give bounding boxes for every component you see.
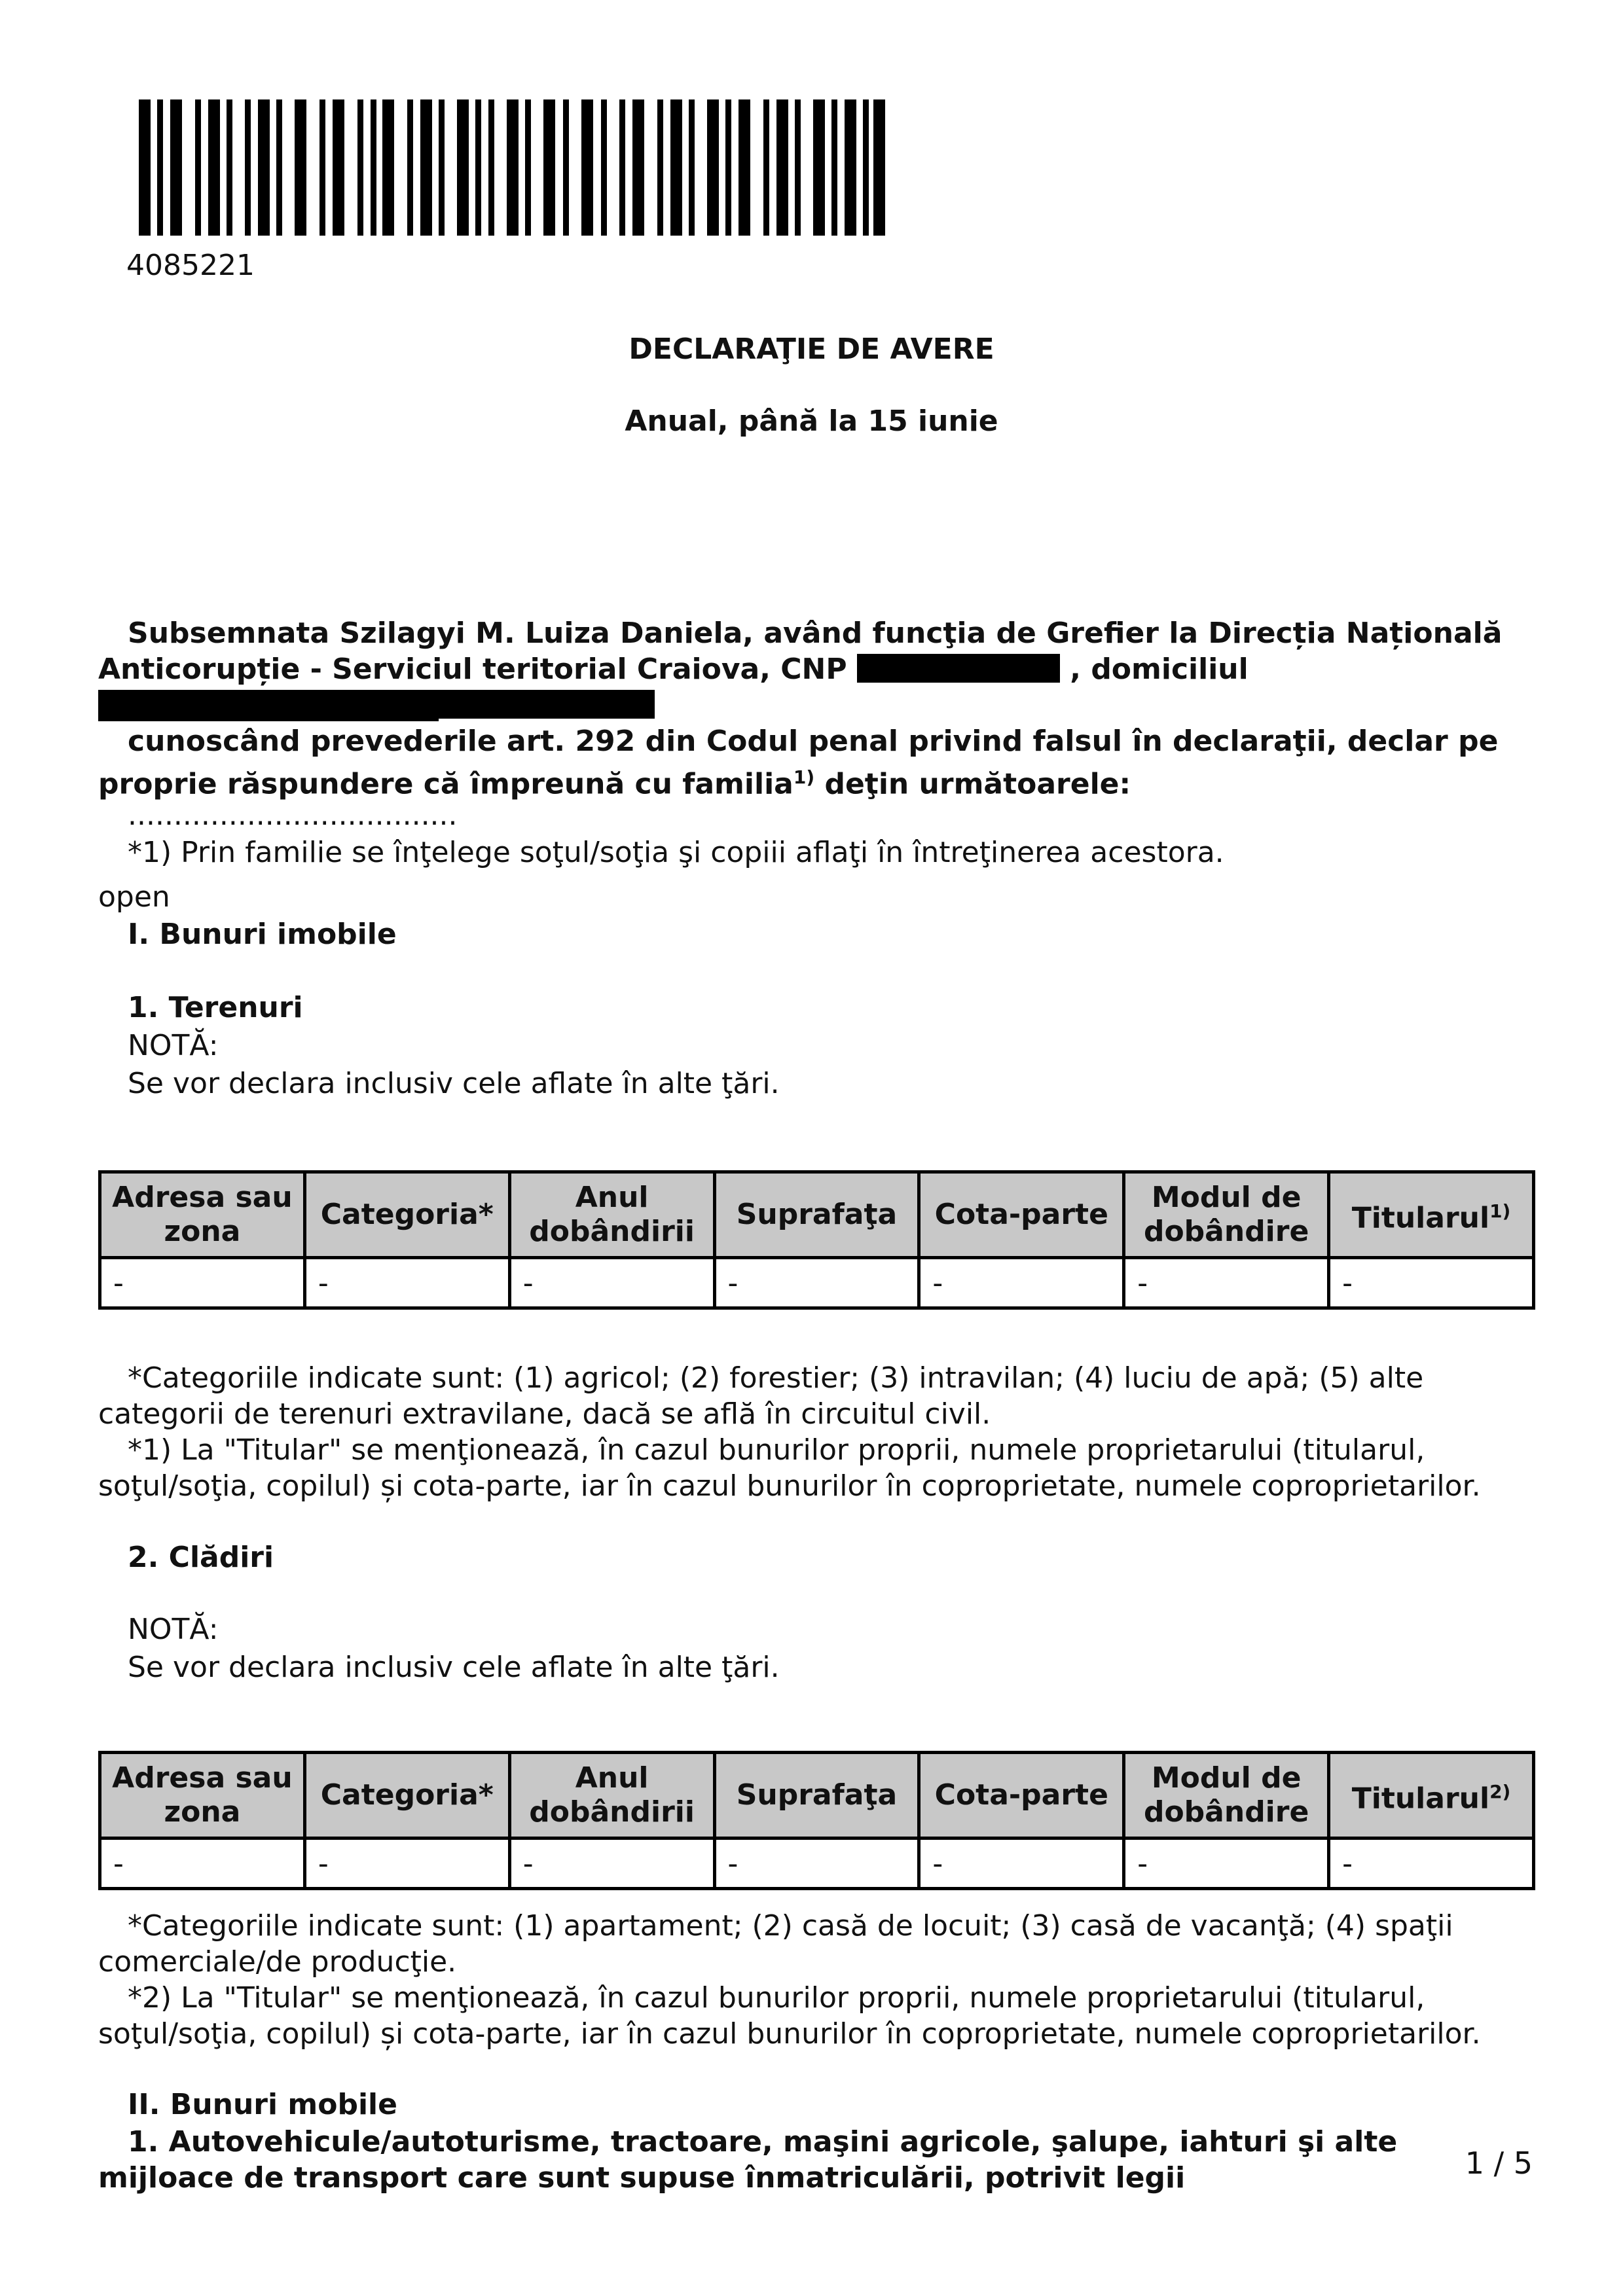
cladiri-table: [98, 1751, 1535, 1890]
column-header-titular: [1329, 1172, 1534, 1258]
titular-label: Titularul: [1351, 1782, 1490, 1816]
document-title: DECLARAŢIE DE AVERE: [629, 332, 994, 366]
column-header: Cota-parte: [919, 1172, 1124, 1258]
terenuri-table: [98, 1170, 1535, 1310]
table-cell: -: [1124, 1258, 1329, 1308]
table-cell: -: [1329, 1839, 1534, 1889]
column-header: Modul de dobândire: [1124, 1172, 1329, 1258]
cladiri-nota: NOTĂ:: [128, 1613, 219, 1646]
column-header-titular: [1329, 1753, 1534, 1839]
family-footnote: *1) Prin familie se înţelege soţul/soţia şi copiii aflaţi în întreţinerea acestora.: [128, 836, 1224, 869]
table-cell: -: [100, 1839, 305, 1889]
column-header: Cota-parte: [919, 1753, 1124, 1839]
open-label: open: [98, 880, 170, 914]
table-cell: -: [919, 1839, 1124, 1889]
column-header: Categoria*: [304, 1753, 509, 1839]
column-header: Suprafaţa: [714, 1753, 919, 1839]
table-cell: -: [1329, 1258, 1534, 1308]
cladiri-nota-text: Se vor declara inclusiv cele aflate în alte ţări.: [128, 1651, 780, 1684]
cladiri-titular-note: *2) La "Titular" se menţionează, în cazul bunurilor proprii, numele proprietarului (titularul, soţul/soţia, copilul) și cota-parte, iar în cazul bunurilor în coproprietate, numele coproprietarilor.: [98, 1981, 1481, 2051]
declaration-text-2: , domiciliul: [1070, 653, 1249, 686]
page-number: 1 / 5: [1465, 2145, 1533, 2181]
table-cell: -: [509, 1839, 714, 1889]
table-cell: -: [1124, 1839, 1329, 1889]
cladiri-categories-note: *Categoriile indicate sunt: (1) apartament; (2) casă de locuit; (3) casă de vacanţă; (4) spaţii comerciale/de producţie.: [98, 1909, 1453, 1979]
autovehicule-title: 1. Autovehicule/autoturisme, tractoare, maşini agricole, şalupe, iahturi şi alte mijloace de transport care sunt supuse înmatriculării, potrivit legii: [98, 2125, 1398, 2195]
table-cell: -: [714, 1839, 919, 1889]
titular-footnote-ref: 2): [1489, 1780, 1511, 1803]
titular-footnote-ref: 1): [1489, 1200, 1511, 1222]
terenuri-categories-note: *Categoriile indicate sunt: (1) agricol; (2) forestier; (3) intravilan; (4) luciu de apă; (5) alte categorii de terenuri extravilane, dacă se află în circuitul civil.: [98, 1361, 1424, 1431]
declaration-text-3: cunoscând prevederile art. 292 din Codul penal privind falsul în declaraţii, declar pe proprie răspundere că împreună cu familia: [98, 725, 1499, 801]
declaration-text-1: Subsemnata Szilagyi M. Luiza Daniela, având funcţia de Grefier la Direcția Națională Anticorupție - Serviciul teritorial Craiova, CNP: [98, 617, 1503, 686]
section-2-title: II. Bunuri mobile: [128, 2088, 397, 2121]
table-cell: -: [509, 1258, 714, 1308]
barcode-icon: [139, 99, 885, 236]
family-footnote-ref: 1): [793, 766, 815, 788]
titular-label: Titularul: [1351, 1201, 1490, 1235]
declaration-statement: [98, 723, 1532, 802]
column-header: Categoria*: [304, 1172, 509, 1258]
table-cell: -: [304, 1839, 509, 1889]
barcode-number: 4085221: [126, 249, 255, 282]
terenuri-titular-note: *1) La "Titular" se menţionează, în cazul bunurilor proprii, numele proprietarului (titularul, soţul/soţia, copilul) și cota-parte, iar în cazul bunurilor în coproprietate, numele coproprietarilor.: [98, 1433, 1481, 1503]
column-header: Anul dobândirii: [509, 1753, 714, 1839]
terenuri-title: 1. Terenuri: [128, 991, 303, 1024]
table-header-row: [100, 1172, 1534, 1258]
cladiri-title: 2. Clădiri: [128, 1541, 274, 1574]
redacted-cnp: [857, 654, 1060, 683]
redacted-address-cont: [98, 692, 439, 721]
table-cell: -: [100, 1258, 305, 1308]
table-cell: -: [304, 1258, 509, 1308]
table-cell: -: [714, 1258, 919, 1308]
column-header: Suprafaţa: [714, 1172, 919, 1258]
document-subtitle: Anual, până la 15 iunie: [625, 404, 998, 438]
table-row: [100, 1839, 1534, 1889]
section-1-title: I. Bunuri imobile: [128, 918, 397, 951]
table-header-row: [100, 1753, 1534, 1839]
declaration-dots: ....................................: [128, 798, 458, 832]
table-cell: -: [919, 1258, 1124, 1308]
declaration-text-4: deţin următoarele:: [814, 767, 1131, 801]
terenuri-nota: NOTĂ:: [128, 1029, 219, 1062]
column-header: Modul de dobândire: [1124, 1753, 1329, 1839]
terenuri-nota-text: Se vor declara inclusiv cele aflate în alte ţări.: [128, 1067, 780, 1100]
column-header: Anul dobândirii: [509, 1172, 714, 1258]
column-header: Adresa sau zona: [100, 1172, 305, 1258]
column-header: Adresa sau zona: [100, 1753, 305, 1839]
table-row: [100, 1258, 1534, 1308]
